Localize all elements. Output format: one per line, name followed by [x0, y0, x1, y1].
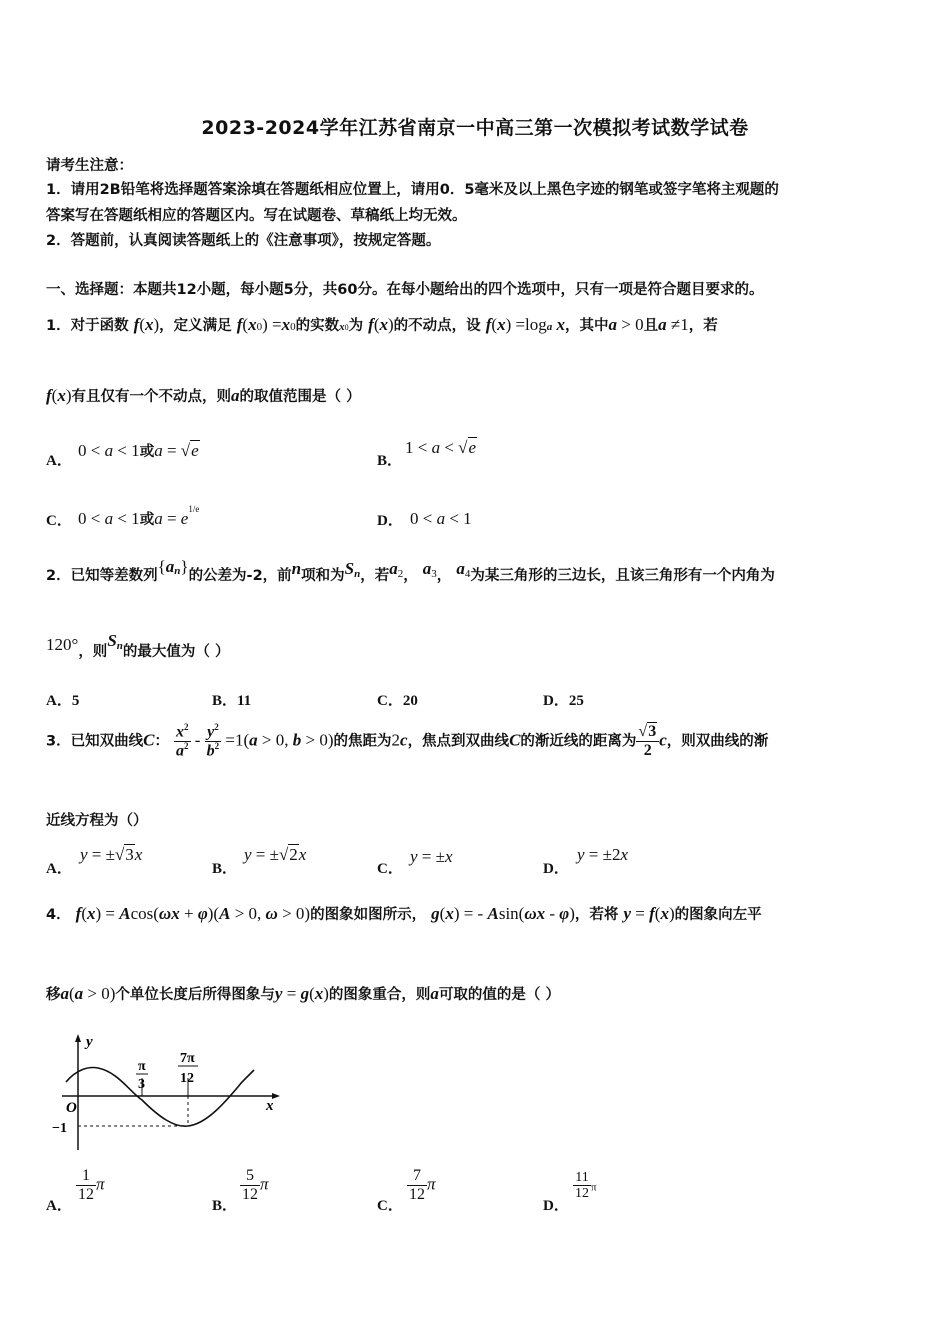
- q1-math: (: [373, 315, 380, 334]
- q4-math: (: [654, 904, 661, 923]
- q4-text: 移: [46, 987, 61, 1003]
- q1-option-c-label: C．: [46, 513, 72, 529]
- notice-line3: 2．答题前，认真阅读答题纸上的《注意事项》，按规定答题。: [46, 233, 441, 249]
- q2-text: ，若: [360, 568, 390, 584]
- q1-math: a: [104, 509, 114, 528]
- q3-text: ，焦点到双曲线: [407, 733, 510, 750]
- q2-math: a: [165, 557, 175, 576]
- q3-math: C: [509, 730, 521, 750]
- q4-math: g: [300, 984, 310, 1003]
- q3-math: = ±√3: [87, 845, 134, 864]
- q4-line1: [46, 903, 762, 924]
- q2-math: n: [291, 559, 302, 578]
- q1-math: 0: [344, 323, 349, 332]
- q1-math: f: [368, 315, 374, 334]
- q1-math: f: [46, 386, 52, 405]
- q1-math: e: [180, 509, 189, 528]
- q4-math: a: [430, 984, 439, 1003]
- q1-math: x: [497, 315, 506, 334]
- q1-math: (: [491, 315, 498, 334]
- q3-math: C: [143, 730, 155, 750]
- q4-math: a: [74, 984, 84, 1003]
- q2-math: a: [389, 559, 398, 578]
- q3-option-d: [577, 845, 628, 865]
- q1-option-c: [78, 504, 200, 529]
- q3-text: ，则双曲线的渐: [666, 733, 769, 750]
- seven-pi-twelfth-num: 7π: [180, 1051, 195, 1066]
- q1-math: (: [51, 386, 58, 405]
- q4-math: A: [219, 904, 231, 923]
- q4-math: $\frac{7}{12}$: [409, 1167, 425, 1203]
- q3-math: c: [400, 730, 408, 750]
- q2-text: ，: [403, 568, 418, 584]
- q3-option-d-label: D．: [543, 861, 569, 877]
- q1-math: < √: [440, 438, 468, 457]
- q1-math: a: [104, 441, 114, 460]
- q1-text: 或: [139, 444, 155, 460]
- q2-option-a: A．5: [46, 693, 80, 709]
- q1-option-a-label: A．: [46, 453, 72, 469]
- q2-math: 3: [431, 568, 437, 580]
- origin-label: O: [66, 1100, 77, 1116]
- q1-math: f: [236, 315, 243, 334]
- q3-math: y: [577, 845, 585, 864]
- q4-math: φ: [559, 904, 570, 923]
- q1-math: ): [65, 386, 72, 405]
- q3-text: 的渐近线的距离为: [520, 733, 637, 750]
- q1-math: 0 <: [410, 509, 437, 528]
- q4-math: > 0): [277, 904, 311, 923]
- q4-math: +: [179, 904, 198, 923]
- q4-math: y: [623, 904, 632, 923]
- q4-math: ): [668, 904, 675, 923]
- q1-option-a: [78, 440, 200, 461]
- q1-math: < 1: [445, 509, 472, 528]
- q1-math: a: [658, 315, 667, 334]
- q4-option-a-label: A．: [46, 1198, 72, 1214]
- q4-math: cos(: [130, 904, 159, 923]
- q3-line1: [46, 723, 768, 760]
- q3-option-b: [244, 845, 306, 865]
- cosine-graph: [46, 1032, 286, 1152]
- q2-math: 2: [397, 568, 404, 580]
- q2-math: 4: [464, 568, 471, 580]
- q1-math: ): [153, 315, 160, 334]
- q3-math: x: [134, 845, 143, 864]
- q1-math: f: [133, 315, 140, 334]
- q1-math: < 1: [113, 509, 140, 528]
- q1-math: = √: [162, 441, 191, 460]
- q3-text: ：: [154, 733, 169, 750]
- q4-math: a: [60, 984, 69, 1003]
- q4-math: x: [87, 904, 96, 923]
- q3-math: b: [292, 730, 302, 750]
- q3-option-a-label: A．: [46, 861, 72, 877]
- q1-math: (: [139, 315, 145, 334]
- q4-math: x: [314, 984, 324, 1003]
- notice-line2: 答案写在答题纸相应的答题区内。写在试题卷、草稿纸上均无效。: [46, 208, 467, 224]
- q4-math: π: [260, 1174, 269, 1194]
- q1-math: > 0: [617, 315, 644, 334]
- x-label: x: [266, 1098, 274, 1114]
- q1-math: x: [248, 315, 257, 334]
- q3-math: a: [249, 730, 258, 750]
- q1-math: x: [339, 321, 345, 333]
- notice-heading: 请考生注意：: [46, 158, 133, 174]
- q4-math: φ: [197, 904, 208, 923]
- q3-text: 3．已知双曲线: [46, 733, 144, 750]
- q3-line2: 近线方程为（）: [46, 813, 148, 829]
- q1-text: 且: [643, 318, 659, 334]
- page-title: 2023-2024学年江苏省南京一中高三第一次模拟考试数学试卷: [201, 117, 749, 139]
- q4-option-b-label: B．: [212, 1198, 238, 1214]
- q3-text: 的焦距为: [333, 733, 392, 750]
- q4-option-c-label: C．: [377, 1198, 403, 1214]
- q3-math: 2: [391, 730, 401, 750]
- q4-text: 可取的值的是（ ）: [438, 987, 560, 1003]
- q1-math: x: [281, 315, 291, 334]
- q1-text: 或: [139, 512, 155, 528]
- q2-math: 120°: [46, 635, 79, 654]
- q4-math: )(: [207, 904, 220, 923]
- q2-text: ，: [436, 568, 452, 584]
- q3-option-c-label: C．: [377, 861, 403, 877]
- q1-text: 的不动点，设: [393, 318, 481, 334]
- q4-text: 4．: [46, 907, 71, 923]
- q1-math: x: [57, 386, 66, 405]
- q3-math: x: [298, 845, 307, 864]
- q1-math: e: [468, 438, 477, 457]
- q1-text: 为: [348, 318, 364, 334]
- q1-math: ≠1: [666, 315, 689, 334]
- seven-pi-twelfth-den: 12: [180, 1071, 194, 1086]
- q1-option-d: [410, 509, 472, 529]
- q4-math: ) = -: [453, 904, 488, 923]
- q1-option-d-label: D．: [377, 513, 403, 529]
- q4-option-a: [76, 1167, 105, 1203]
- q2-math: a: [422, 559, 432, 578]
- q4-line2: [46, 983, 560, 1004]
- q1-line2: [46, 385, 361, 406]
- q3-math: =1(: [221, 730, 250, 750]
- q4-text: 个单位长度后所得图象与: [115, 987, 275, 1003]
- q1-text: ，其中: [565, 318, 609, 334]
- q2-line1: [46, 557, 775, 585]
- q3-math: y: [80, 845, 88, 864]
- q4-math: ωx: [158, 904, 180, 923]
- q1-math: 1 <: [405, 438, 432, 457]
- q4-math: π: [427, 1174, 436, 1194]
- q1-math: =: [162, 509, 181, 528]
- q3-math: y: [410, 847, 418, 866]
- q4-option-b: [240, 1167, 269, 1203]
- y-axis-arrow: [75, 1034, 81, 1042]
- q1-math: a: [154, 509, 163, 528]
- q4-math: (: [439, 904, 446, 923]
- q4-math: f: [649, 904, 655, 923]
- q4-math: A: [119, 904, 131, 923]
- q3-math: > 0,: [257, 730, 293, 750]
- q1-text: ，定义满足: [159, 318, 232, 334]
- q1-math: 0: [290, 321, 296, 333]
- q4-math: sin(: [498, 904, 525, 923]
- q2-math: n: [174, 565, 181, 577]
- pi-third-den: 3: [138, 1077, 145, 1092]
- q4-math: (: [81, 904, 87, 923]
- q1-math: a: [154, 441, 163, 460]
- q3-option-b-label: B．: [212, 861, 238, 877]
- q2-math: S: [344, 559, 355, 578]
- q2-math: S: [107, 631, 117, 650]
- q4-math: f: [75, 904, 82, 923]
- q3-math: $\frac{√3}{2}$: [636, 723, 659, 759]
- q2-text: 项和为: [301, 568, 345, 584]
- q1-math: 0 <: [78, 509, 105, 528]
- q4-option-c: [407, 1167, 436, 1203]
- q4-math: $\frac{5}{12}$: [242, 1167, 258, 1203]
- q4-math: ) =: [95, 904, 120, 923]
- q1-math: ) =: [262, 315, 282, 334]
- q2-math: {: [157, 557, 166, 576]
- q1-math: a: [608, 315, 618, 334]
- q3-math: x: [620, 845, 629, 864]
- q3-math: y: [244, 845, 252, 864]
- q1-math: 0 <: [78, 441, 105, 460]
- q2-line2: [46, 631, 230, 661]
- q4-option-d-label: D．: [543, 1198, 569, 1214]
- q4-math: π: [96, 1174, 105, 1194]
- q1-math: x: [552, 315, 566, 334]
- q1-math: ): [387, 315, 394, 334]
- q1-text: 1．对于函数: [46, 318, 129, 334]
- q4-math: y: [274, 984, 283, 1003]
- q2-text: 的公差为-2，前: [188, 568, 292, 584]
- q1-math: (: [242, 315, 249, 334]
- q1-math: e: [191, 441, 199, 460]
- q1-math: ) =log: [505, 315, 547, 334]
- q3-math: = ±: [417, 847, 445, 866]
- pi-third-num: π: [138, 1059, 146, 1074]
- q4-math: ω: [265, 904, 278, 923]
- q4-math: π: [591, 1181, 597, 1194]
- q2-text: ，则: [78, 644, 108, 660]
- q1-text: 有且仅有一个不动点，则: [71, 389, 232, 405]
- q4-math: g: [431, 904, 440, 923]
- q3-math: c: [659, 730, 667, 750]
- q4-text: 的图象向左平: [674, 907, 762, 923]
- q4-math: A: [487, 904, 499, 923]
- q1-math: 1/e: [188, 504, 200, 514]
- q1-math: a: [431, 438, 441, 457]
- q4-math: -: [545, 904, 560, 923]
- q4-math: ωx: [524, 904, 546, 923]
- q1-option-b: [405, 438, 477, 458]
- q1-math: a: [231, 386, 240, 405]
- y-label: y: [86, 1034, 93, 1050]
- q3-math: > 0): [301, 730, 334, 750]
- q4-math: $\frac{1}{12}$: [78, 1167, 94, 1203]
- cosine-curve: [66, 1068, 254, 1127]
- q1-math: x: [379, 315, 388, 334]
- q4-text: 的图象重合，则: [328, 987, 431, 1003]
- q3-option-c: [410, 847, 453, 867]
- q2-option-d: D．25: [543, 693, 584, 709]
- q3-math: $\frac{x^2}{a^2}$: [176, 722, 189, 760]
- q1-math: f: [485, 315, 492, 334]
- q2-text: 2．已知等差数列: [46, 568, 158, 584]
- q2-text: 为某三角形的三边长，且该三角形有一个内角为: [470, 568, 775, 584]
- section-heading: 一、选择题：本题共12小题，每小题5分，共60分。在每小题给出的四个选项中，只有一项是符合题目要求的。: [46, 282, 764, 298]
- q1-text: 的取值范围是（ ）: [239, 389, 361, 405]
- q1-math: a: [436, 509, 446, 528]
- q3-math: x: [444, 847, 453, 866]
- q1-math: x: [145, 315, 154, 334]
- q3-math: = ±2: [584, 845, 621, 864]
- q2-option-c: C．20: [377, 693, 418, 709]
- q1-line1: [46, 314, 718, 335]
- q2-math: }: [180, 557, 189, 576]
- q4-math: =: [282, 984, 301, 1003]
- q4-option-d: [573, 1170, 597, 1202]
- q4-math: (: [69, 984, 75, 1003]
- q1-text: ，若: [688, 318, 718, 334]
- q4-text: ，若将: [574, 907, 619, 923]
- q1-math: < 1: [113, 441, 140, 460]
- q4-text: 的图象如图所示，: [310, 907, 427, 923]
- q4-math: > 0): [83, 984, 116, 1003]
- q2-math: n: [354, 568, 361, 580]
- q4-math: > 0,: [230, 904, 266, 923]
- q1-math: a: [546, 321, 553, 333]
- q4-math: ): [323, 984, 329, 1003]
- q1-option-b-label: B．: [377, 453, 403, 469]
- q1-text: 的实数: [295, 318, 340, 334]
- q4-math: x: [660, 904, 669, 923]
- minus-one-label: −1: [52, 1121, 67, 1136]
- q2-math: a: [456, 559, 465, 578]
- q4-math: ): [569, 904, 575, 923]
- q4-math: x: [445, 904, 454, 923]
- q3-math: = ±√2: [251, 845, 298, 864]
- q3-math: -: [190, 730, 205, 750]
- q2-text: 的最大值为（ ）: [122, 644, 230, 660]
- q2-math: n: [116, 640, 123, 652]
- q4-math: (: [309, 984, 315, 1003]
- q4-math: $\frac{11}{12}$: [575, 1170, 589, 1202]
- notice-line1: 1．请用2B铅笔将选择题答案涂填在答题纸相应位置上，请用0．5毫米及以上黑色字迹的钢笔或签字笔将主观题的: [46, 182, 779, 198]
- q4-math: =: [631, 904, 650, 923]
- q3-math: $\frac{y^2}{b^2}$: [206, 722, 220, 760]
- q1-math: 0: [256, 321, 263, 333]
- q3-option-a: [80, 845, 142, 865]
- q2-option-b: B．11: [212, 693, 252, 709]
